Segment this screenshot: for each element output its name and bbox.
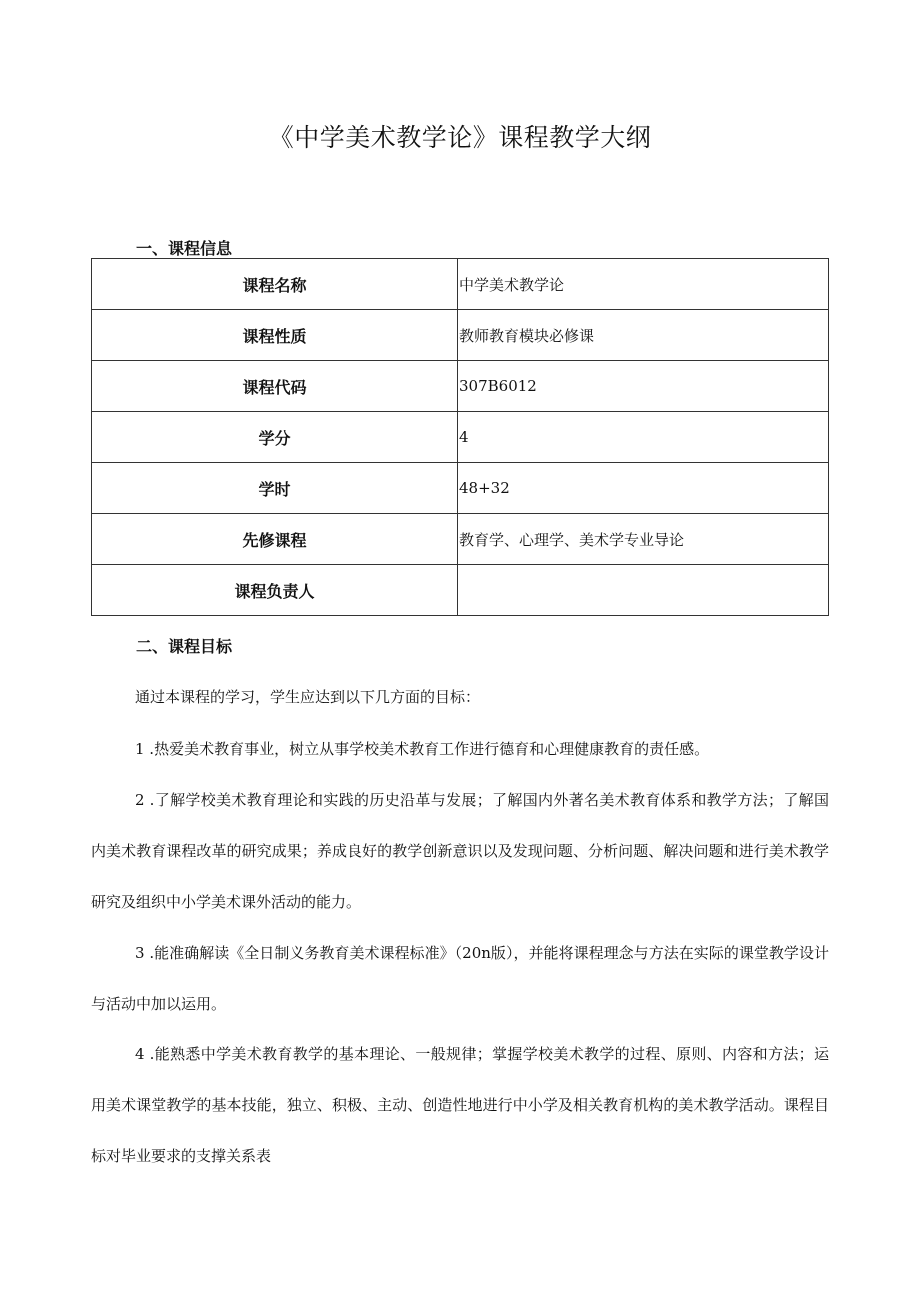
- row-value: 中学美术教学论: [458, 259, 829, 310]
- goal-item-4: 4 .能熟悉中学美术教育教学的基本理论、一般规律；掌握学校美术教学的过程、原则、内容和方法；运用美术课堂教学的基本技能，独立、积极、主动、创造性地进行中小学及相关教育机构的美术教学活动。课程目标对毕业要求的支撑关系表: [91, 1045, 829, 1165]
- table-row: [92, 310, 829, 361]
- section-heading-course-info: 一、课程信息: [136, 239, 233, 258]
- table-row: [92, 463, 829, 514]
- row-label: 先修课程: [92, 514, 458, 565]
- row-value: 4: [458, 412, 829, 463]
- row-label: 学分: [92, 412, 458, 463]
- row-value: 教师教育模块必修课: [458, 310, 829, 361]
- row-value: [458, 565, 829, 616]
- goal-item-2: 2 .了解学校美术教育理论和实践的历史沿革与发展；了解国内外著名美术教育体系和教学方法；了解国内美术教育课程改革的研究成果；养成良好的教学创新意识以及发现问题、分析问题、解决问题和进行美术教学研究及组织中小学美术课外活动的能力。: [91, 791, 829, 911]
- row-value: 48+32: [458, 463, 829, 514]
- table-row: [92, 412, 829, 463]
- table-row: [92, 565, 829, 616]
- goal-item-3: 3 .能准确解读《全日制义务教育美术课程标准》（20n版），并能将课程理念与方法在实际的课堂教学设计与活动中加以运用。: [91, 944, 829, 1013]
- table-row: [92, 259, 829, 310]
- row-label: 课程代码: [92, 361, 458, 412]
- row-label: 学时: [92, 463, 458, 514]
- course-info-table: [91, 258, 829, 616]
- document-title: 《中学美术教学论》课程教学大纲: [268, 123, 652, 152]
- table-row: [92, 514, 829, 565]
- section-heading-course-goals: 二、课程目标: [136, 637, 233, 656]
- row-label: 课程负责人: [92, 565, 458, 616]
- goal-item-1: 1 .热爱美术教育事业，树立从事学校美术教育工作进行德育和心理健康教育的责任感。: [135, 740, 710, 758]
- row-value: 307B6012: [458, 361, 829, 412]
- goals-intro: 通过本课程的学习，学生应达到以下几方面的目标：: [135, 688, 481, 706]
- row-value: 教育学、心理学、美术学专业导论: [458, 514, 829, 565]
- row-label: 课程名称: [92, 259, 458, 310]
- row-label: 课程性质: [92, 310, 458, 361]
- table-row: [92, 361, 829, 412]
